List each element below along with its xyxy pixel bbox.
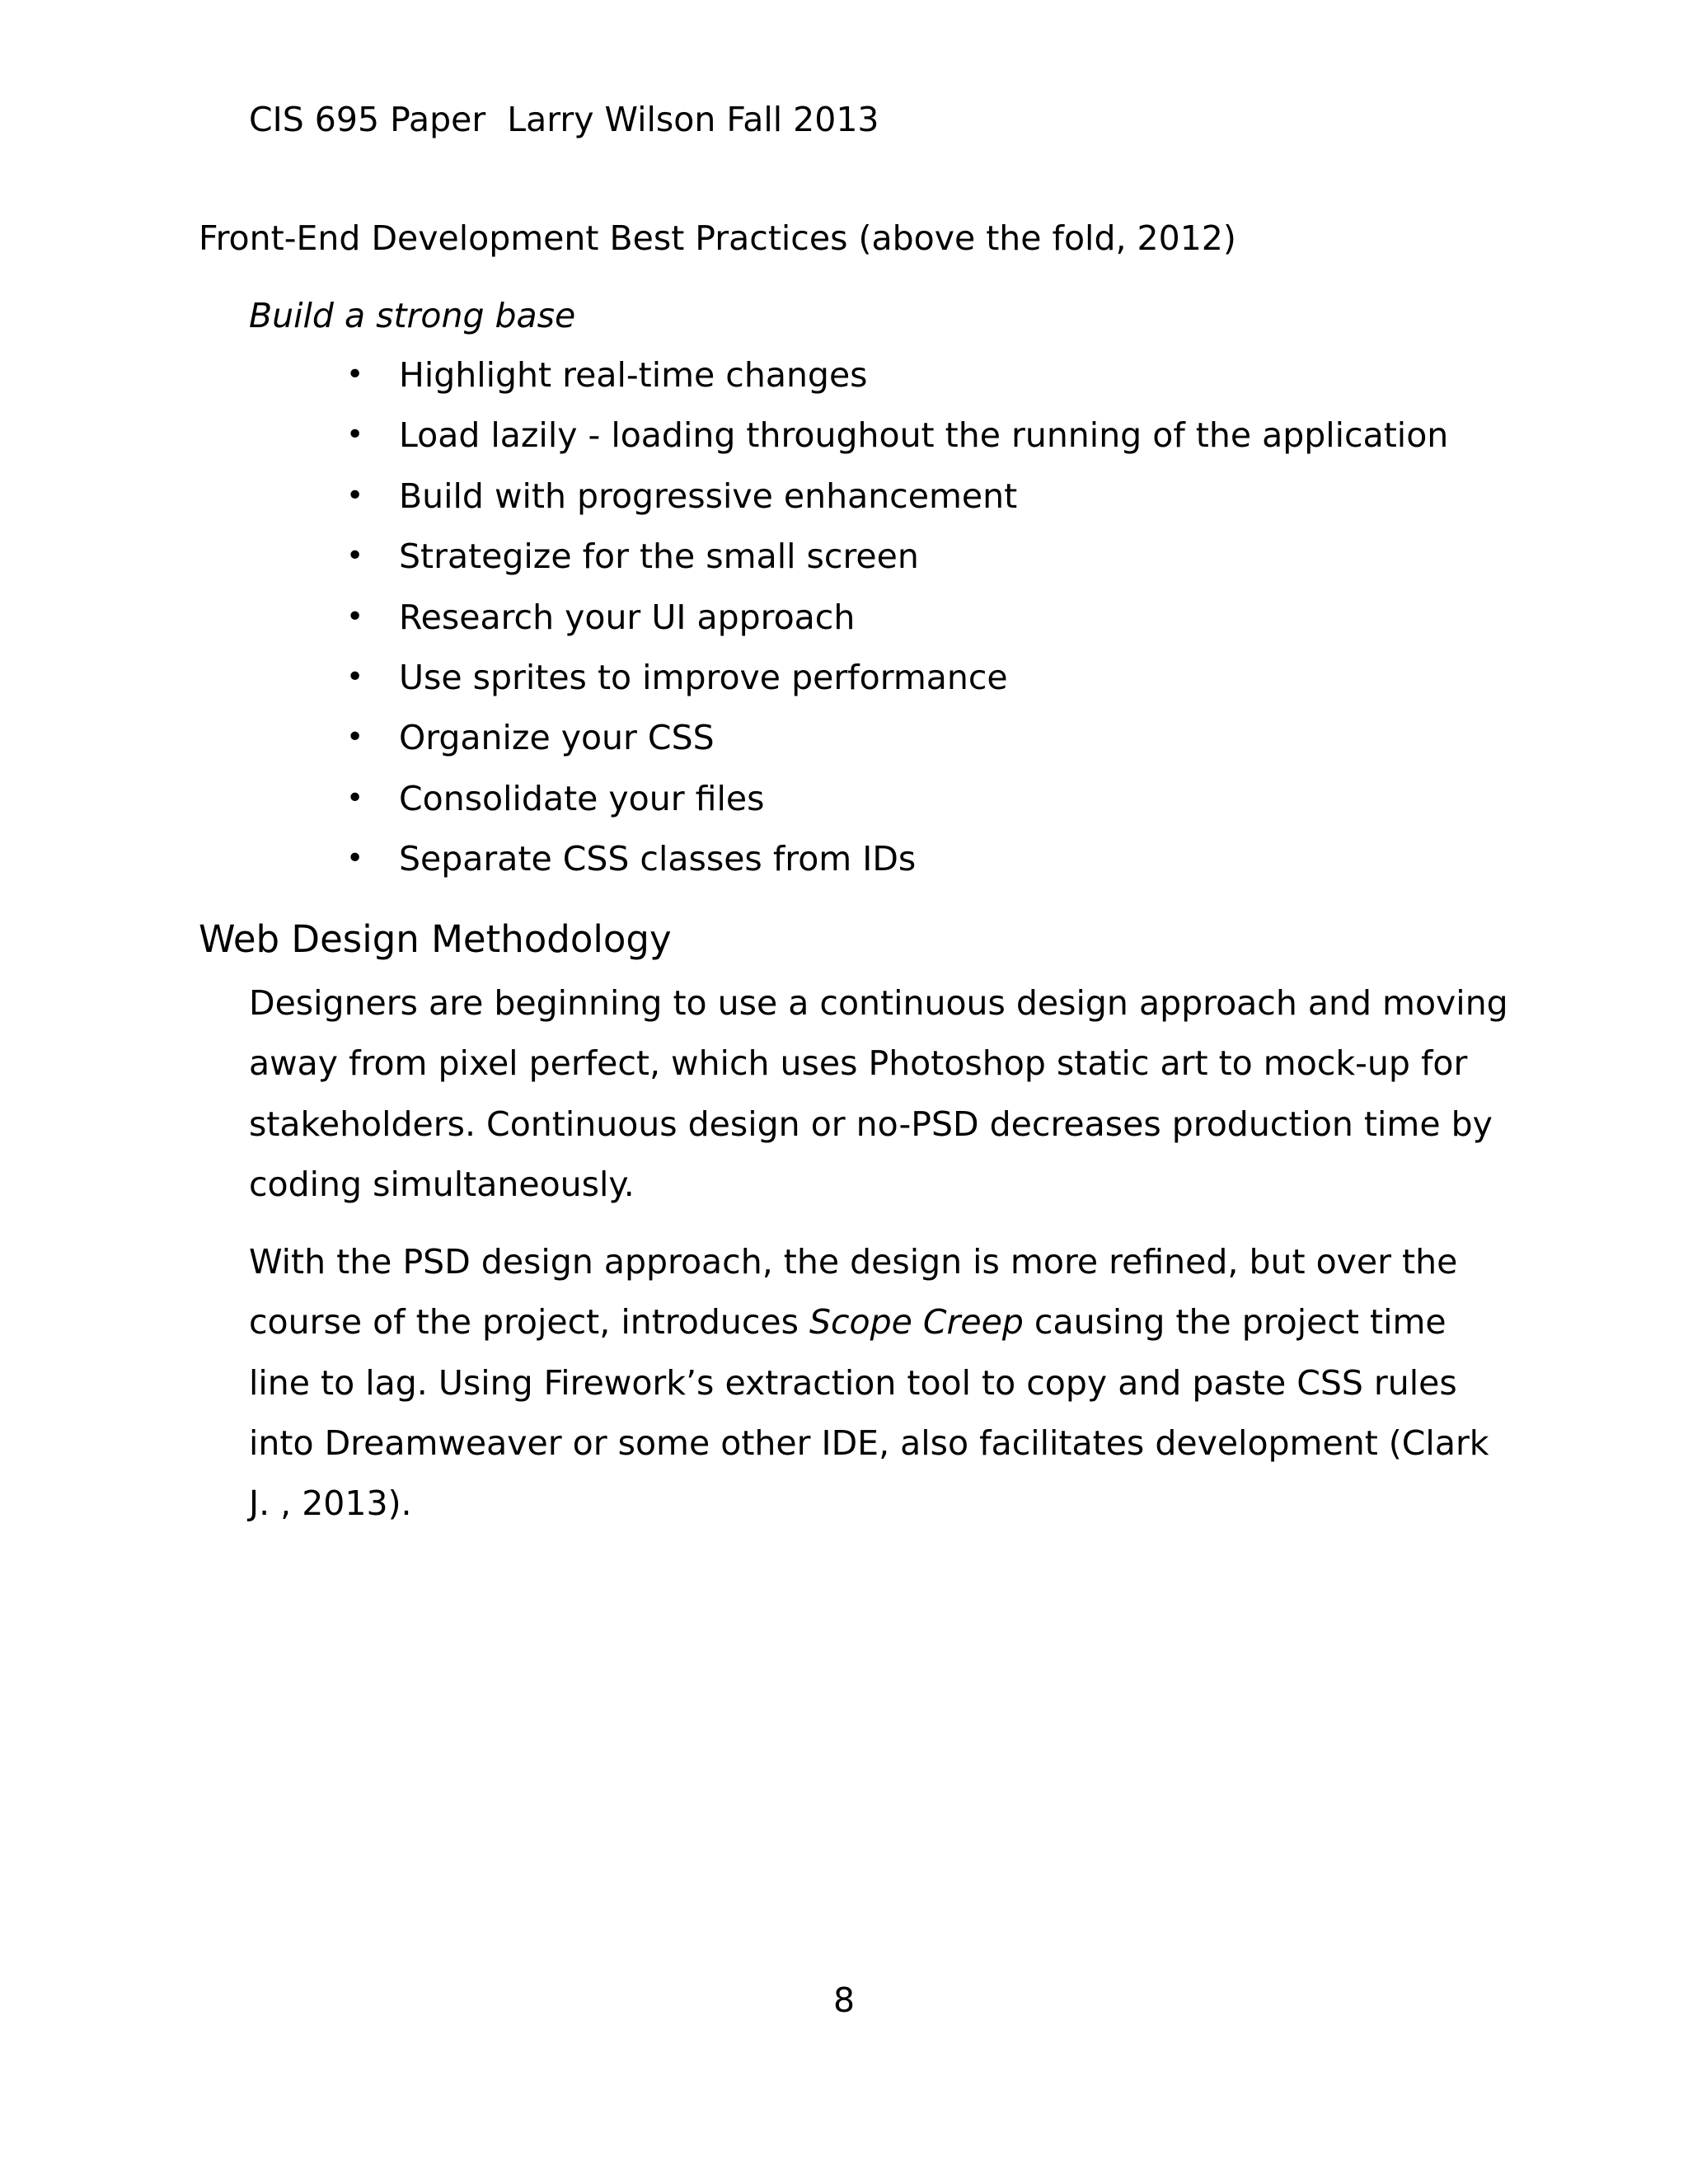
list-item bbox=[0, 474, 1688, 534]
list-item-text: Separate CSS classes from IDs bbox=[399, 839, 917, 879]
section-heading-web-design-methodology: Web Design Methodology bbox=[199, 917, 672, 961]
paragraph-line: With the PSD design approach, the design is more refined, but over the bbox=[249, 1242, 1458, 1282]
bullet-icon: • bbox=[346, 358, 364, 391]
list-item bbox=[0, 776, 1688, 837]
bullet-icon: • bbox=[346, 478, 364, 513]
paragraph-psd-approach bbox=[249, 1232, 1502, 1534]
paragraph-line bbox=[249, 1292, 1502, 1352]
list-item bbox=[0, 595, 1688, 655]
paragraph-line: Designers are beginning to use a continuous design approach and moving bbox=[249, 983, 1508, 1023]
list-item-text: Organize your CSS bbox=[399, 718, 715, 758]
bullet-icon: • bbox=[346, 599, 364, 634]
scope-creep-term: Scope Creep bbox=[809, 1302, 1024, 1343]
list-item-text: Build with progressive enhancement bbox=[399, 476, 1018, 516]
list-item bbox=[0, 534, 1688, 594]
list-item bbox=[0, 715, 1688, 776]
paragraph-line: J. , 2013). bbox=[249, 1483, 412, 1524]
page-number: 8 bbox=[832, 1980, 856, 2020]
paragraph-line: line to lag. Using Firework’s extraction tool to copy and paste CSS rules bbox=[249, 1362, 1457, 1403]
bullet-icon: • bbox=[346, 841, 364, 876]
list-item bbox=[0, 413, 1688, 473]
bullet-icon: • bbox=[346, 659, 364, 694]
list-item-text: Load lazily - loading throughout the running of the application bbox=[399, 415, 1449, 456]
paragraph-text: course of the project, introduces bbox=[249, 1302, 809, 1343]
list-item-text: Use sprites to improve performance bbox=[399, 657, 1008, 697]
best-practices-list bbox=[0, 353, 1688, 898]
paragraph-line: stakeholders. Continuous design or no-PSD decreases production time by bbox=[249, 1104, 1493, 1144]
list-item-text: Strategize for the small screen bbox=[399, 537, 919, 577]
section-heading-best-practices: Front-End Development Best Practices (above the fold, 2012) bbox=[199, 218, 1236, 258]
list-item-text: Highlight real-time changes bbox=[399, 355, 868, 395]
bullet-icon: • bbox=[346, 780, 364, 815]
bullet-icon: • bbox=[346, 418, 364, 452]
paragraph-continuous-design bbox=[249, 973, 1508, 1215]
paragraph-line: coding simultaneously. bbox=[249, 1164, 635, 1204]
list-item bbox=[0, 353, 1688, 413]
running-header: CIS 695 Paper Larry Wilson Fall 2013 bbox=[249, 100, 879, 139]
paragraph-line: into Dreamweaver or some other IDE, also facilitates development (Clark bbox=[249, 1422, 1489, 1463]
list-item-text: Research your UI approach bbox=[399, 597, 856, 637]
bullet-icon: • bbox=[346, 720, 364, 755]
paragraph-text: causing the project time bbox=[1023, 1302, 1447, 1343]
paragraph-line: away from pixel perfect, which uses Photoshop static art to mock-up for bbox=[249, 1043, 1468, 1084]
list-item bbox=[0, 837, 1688, 897]
bullet-icon: • bbox=[346, 539, 364, 574]
subheading-build-strong-base: Build a strong base bbox=[249, 296, 576, 335]
list-item-text: Consolidate your files bbox=[399, 778, 765, 818]
list-item bbox=[0, 655, 1688, 715]
